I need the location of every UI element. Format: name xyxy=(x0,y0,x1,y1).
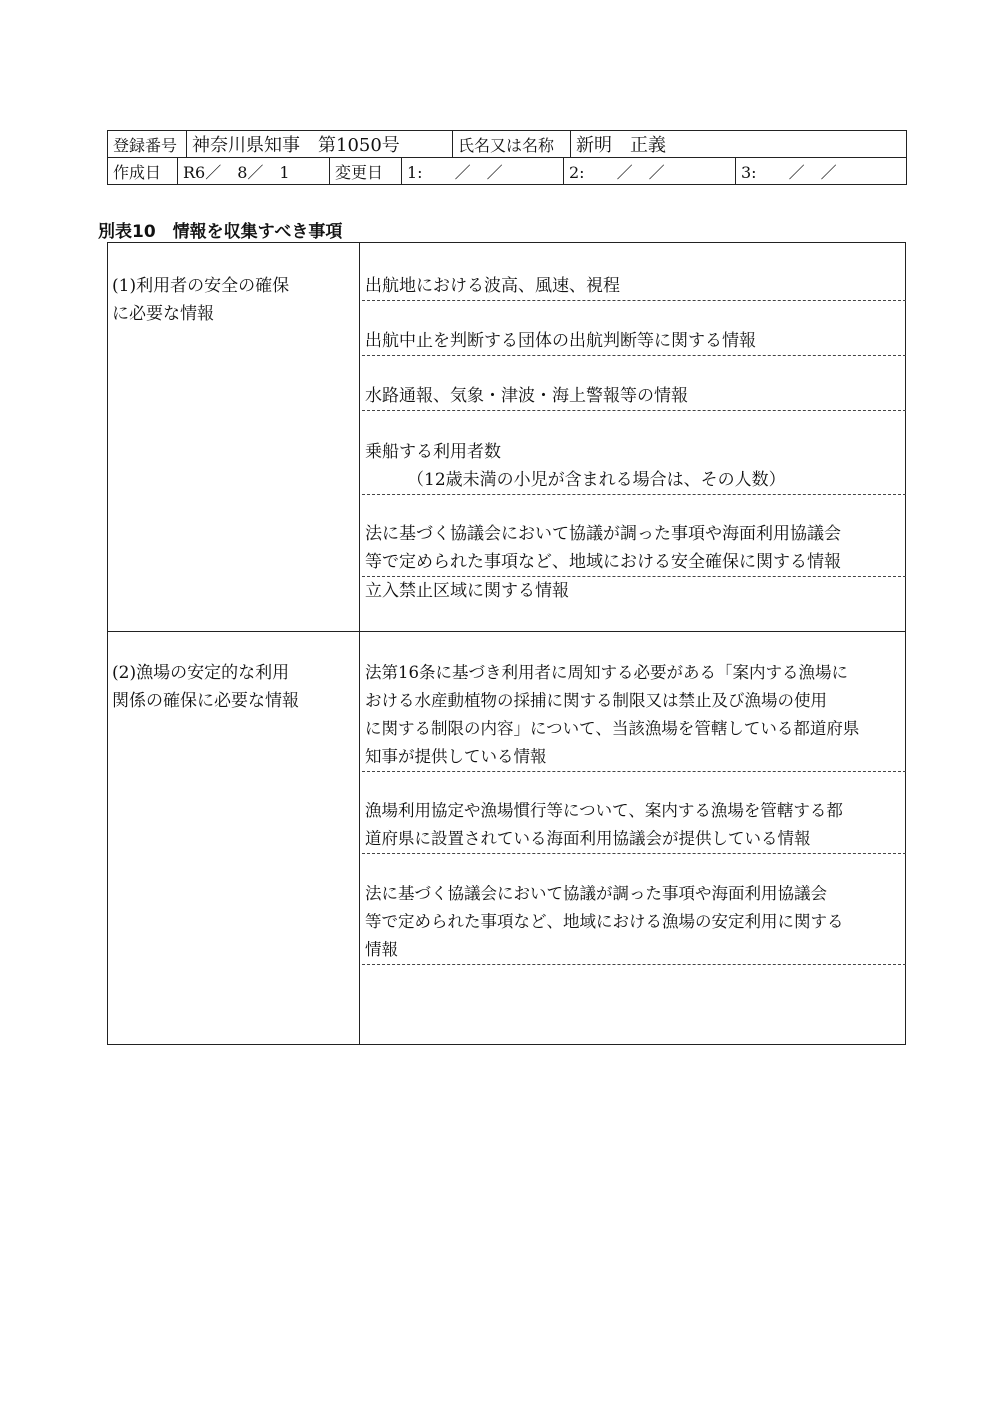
info-item-line: 法に基づく協議会において協議が調った事項や海面利用協議会 xyxy=(365,524,841,544)
header-row-dates xyxy=(108,158,907,185)
name-label: 氏名又は名称 xyxy=(453,131,571,158)
info-item-line: 知事が提供している情報 xyxy=(365,747,547,766)
info-item-line: （12歳未満の小児が含まれる場合は、その人数） xyxy=(407,470,786,490)
info-item-line: に関する制限の内容」について、当該漁場を管轄している都道府県 xyxy=(365,719,860,738)
info-item-line: 等で定められた事項など、地域における安全確保に関する情報 xyxy=(365,552,841,572)
info-item-line: 道府県に設置されている海面利用協議会が提供している情報 xyxy=(365,829,811,848)
info-item xyxy=(362,438,906,495)
info-item-line: 漁場利用協定や漁場慣行等について、案内する漁場を管轄する都 xyxy=(365,801,843,820)
category-line: (1)利用者の安全の確保 xyxy=(112,276,290,296)
info-item xyxy=(362,577,906,605)
info-item xyxy=(362,659,906,772)
created-date-label: 作成日 xyxy=(108,158,178,185)
registration-header-table xyxy=(107,130,907,158)
info-item xyxy=(362,382,906,411)
category-line: (2)漁場の安定的な利用 xyxy=(112,663,290,683)
category-line: に必要な情報 xyxy=(112,304,214,324)
info-item-line: 法第16条に基づき利用者に周知する必要がある「案内する漁場に xyxy=(365,663,848,682)
category-line: 関係の確保に必要な情報 xyxy=(112,691,299,711)
category-safety xyxy=(112,272,342,328)
info-item-line: 等で定められた事項など、地域における漁場の安定利用に関する xyxy=(365,912,844,931)
registration-number-value: 神奈川県知事 第1050号 xyxy=(187,131,453,158)
table-title: 別表10 情報を収集すべき事項 xyxy=(98,222,343,242)
info-item xyxy=(362,797,906,854)
info-item-line: 水路通報、気象・津波・海上警報等の情報 xyxy=(365,386,688,406)
registration-number-label: 登録番号 xyxy=(108,131,187,158)
name-value: 新明 正義 xyxy=(571,131,907,158)
created-date-value: R6／ 8／ 1 xyxy=(178,158,330,185)
info-item-line: 情報 xyxy=(365,940,398,959)
info-item-line: 出航中止を判断する団体の出航判断等に関する情報 xyxy=(365,331,756,351)
change-date-1: 1: ／ ／ xyxy=(402,158,564,185)
info-item-line: おける水産動植物の採捕に関する制限又は禁止及び漁場の使用 xyxy=(365,691,827,710)
section-divider xyxy=(107,631,906,632)
category-fishing-ground xyxy=(112,659,342,715)
info-item-line: 乗船する利用者数 xyxy=(365,442,501,462)
info-item xyxy=(362,880,906,965)
column-divider xyxy=(359,242,360,1045)
info-item xyxy=(362,327,906,356)
header-row-registration xyxy=(108,131,907,158)
info-item-line: 出航地における波高、風速、視程 xyxy=(365,276,620,296)
changed-date-label: 変更日 xyxy=(330,158,402,185)
change-date-2: 2: ／ ／ xyxy=(564,158,736,185)
dates-header-table xyxy=(107,157,907,185)
info-item-line: 立入禁止区域に関する情報 xyxy=(365,581,569,601)
info-item xyxy=(362,520,906,577)
info-item-line: 法に基づく協議会において協議が調った事項や海面利用協議会 xyxy=(365,884,827,903)
info-item xyxy=(362,272,906,301)
change-date-3: 3: ／ ／ xyxy=(736,158,907,185)
